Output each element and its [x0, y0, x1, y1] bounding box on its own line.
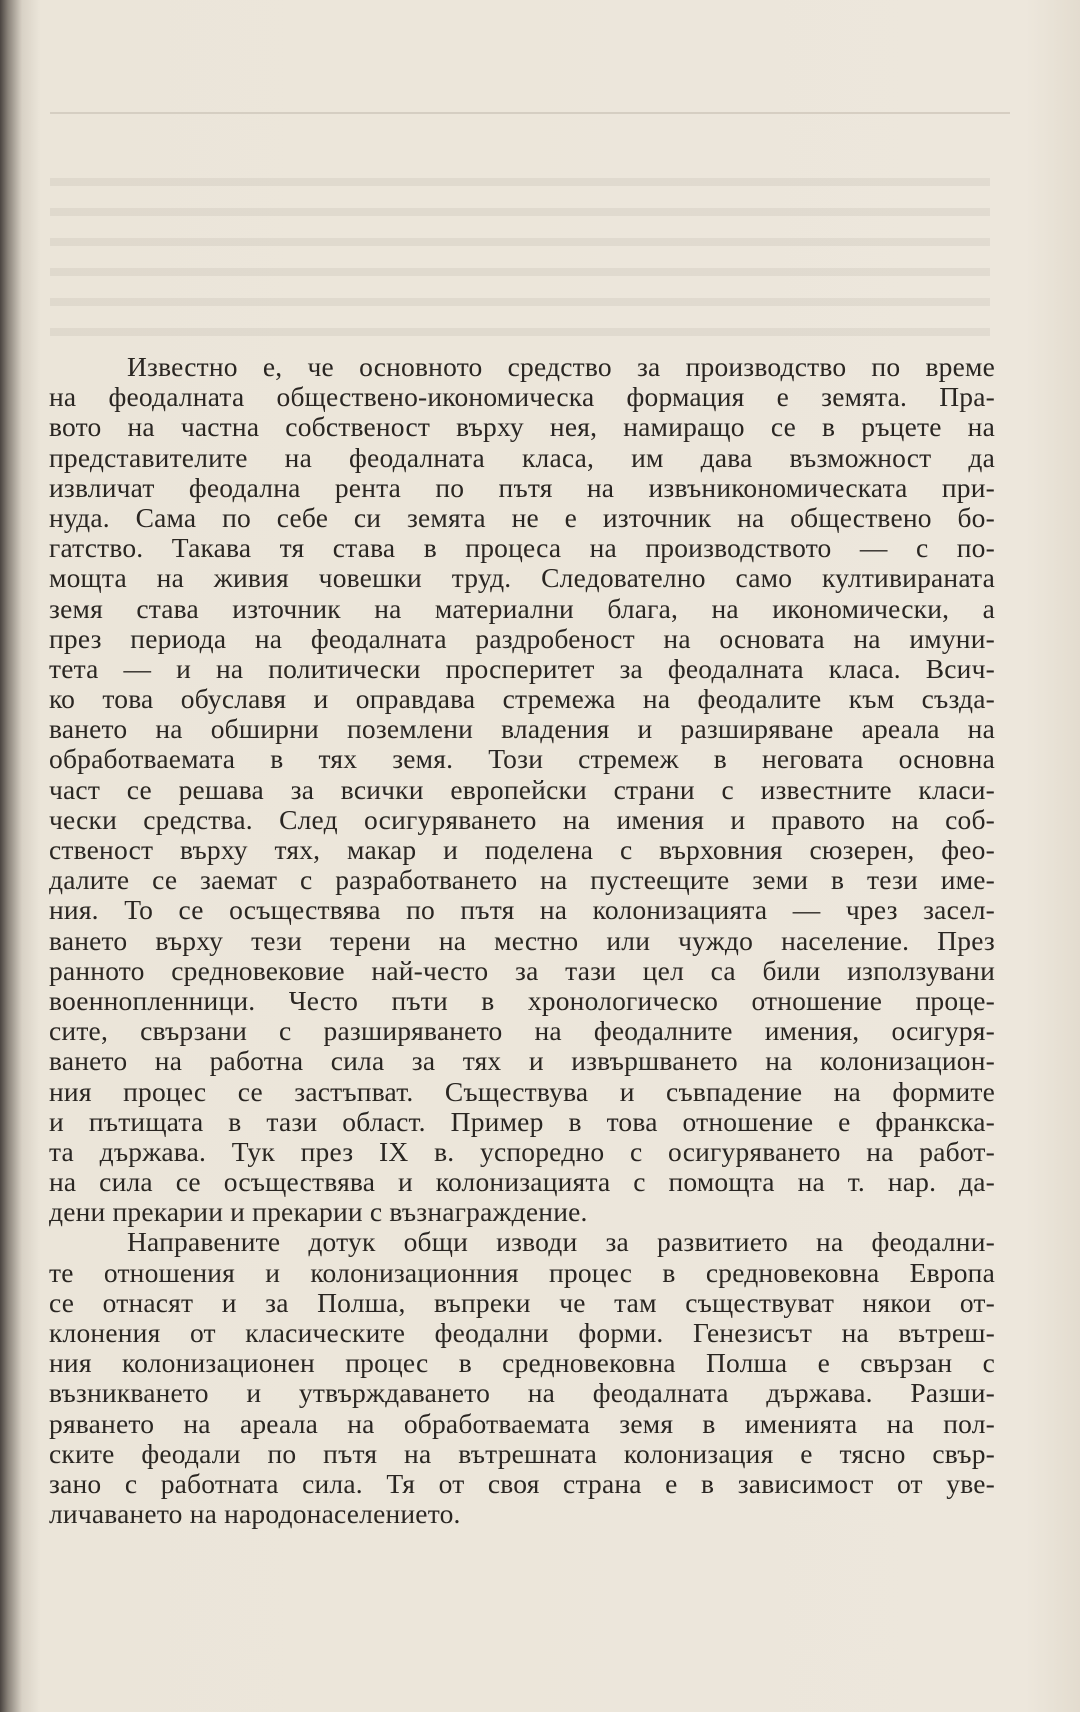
text-line: ските феодали по пътя на вътрешната колонизация е тясно свър-: [49, 1438, 995, 1469]
text-line: ването върху тези терени на местно или чуждо население. През: [49, 925, 995, 956]
text-line: ването на обширни поземлени владения и разширяване ареала на: [49, 714, 995, 745]
text-line: се отнасят и за Полша, въпреки че там съществуват някои от-: [49, 1287, 995, 1318]
text-line: зано с работната сила. Тя от своя страна е в зависимост от уве-: [49, 1468, 995, 1499]
text-line: сите, свързани с разширяването на феодалните имения, осигуря-: [49, 1016, 995, 1047]
show-through-text: [50, 160, 990, 350]
text-line: обработваемата в тях земя. Този стремеж в неговата основна: [49, 744, 995, 775]
text-line: земя става източник на материални блага, на икономически, а: [49, 593, 995, 624]
text-line: Направените дотук общи изводи за развитието на феодални-: [127, 1227, 995, 1258]
text-line: част се решава за всички европейски страни с известните класи-: [49, 774, 995, 805]
text-line: ственост върху тях, макар и поделена с върховния сюзерен, фео-: [49, 835, 995, 865]
text-line: ко това обуславя и оправдава стремежа на феодалите към създа-: [49, 684, 995, 715]
text-line: на феодалната обществено-икономическа формация е земята. Пра-: [49, 382, 995, 413]
text-line: мощта на живия човешки труд. Следователно само култивираната: [49, 563, 995, 594]
text-line: на сила се осъществява и колонизацията с помощта на т. нар. да-: [49, 1167, 995, 1198]
text-line: възникването и утвърждаването на феодалната държава. Разши-: [49, 1378, 995, 1409]
text-line: та държава. Тук през IX в. успоредно с осигуряването на работ-: [49, 1136, 995, 1167]
text-line: представителите на феодалната класа, им дава възможност да: [49, 442, 995, 473]
text-line: ряването на ареала на обработваемата земя в именията на пол-: [49, 1408, 995, 1439]
text-line: военнопленници. Често пъти в хронологическо отношение проце-: [49, 985, 995, 1016]
text-line: през периода на феодалната раздробеност на основата на имуни-: [49, 623, 995, 654]
text-line: далите се заемат с разработването на пустеещите земи в тези име-: [49, 865, 995, 896]
text-line: дени прекарии и прекарии с възнаграждение.: [49, 1197, 588, 1228]
text-line: те отношения и колонизационния процес в средновековна Европа: [49, 1257, 995, 1288]
text-line: личаването на народонаселението.: [49, 1499, 461, 1530]
text-line: ния процес се застъпват. Съществува и съвпадение на формите: [49, 1076, 995, 1107]
text-line: клонения от класическите феодални форми. Генезисът на вътреш-: [49, 1318, 995, 1348]
text-line: вото на частна собственост върху нея, намиращо се в ръцете на: [49, 412, 995, 443]
text-line: ранното средновековие най-често за тази цел са били използувани: [49, 955, 995, 986]
text-line: извличат феодална рента по пътя на извъникономическата при-: [49, 472, 995, 503]
text-line: чески средства. След осигуряването на имения и правото на соб-: [49, 804, 995, 835]
text-line: гатство. Такава тя става в процеса на производството — с по-: [49, 533, 995, 564]
header-rule: [50, 112, 1010, 114]
text-line: ния колонизационен процес в средновековна Полша е свързан с: [49, 1348, 995, 1379]
text-line: тета — и на политически просперитет за феодалната класа. Всич-: [49, 653, 995, 684]
text-line: ния. То се осъществява по пътя на колонизацията — чрез засел-: [49, 895, 995, 926]
body-text: [49, 352, 995, 1529]
text-line: ването на работна сила за тях и извършването на колонизацион-: [49, 1046, 995, 1077]
text-line: нуда. Сама по себе си земята не е източник на обществено бо-: [49, 502, 995, 533]
text-line: и пътищата в тази област. Пример в това отношение е франкска-: [49, 1106, 995, 1137]
text-line: Известно е, че основното средство за производство по време: [127, 352, 995, 382]
